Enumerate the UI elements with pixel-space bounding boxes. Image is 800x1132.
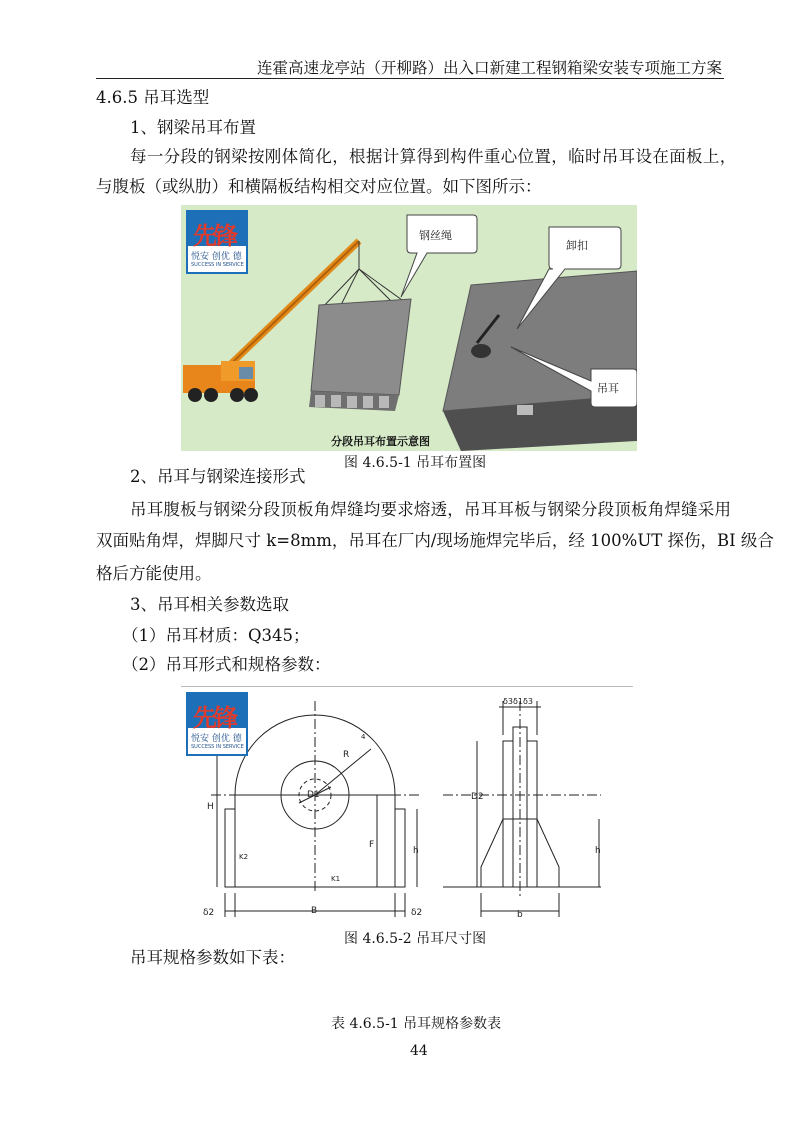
paragraph-1-line-2: 与腹板（或纵肋）和横隔板结构相交对应位置。如下图所示： xyxy=(96,177,542,196)
figure-1-caption: 图 4.6.5-1 吊耳布置图 xyxy=(344,455,487,471)
page-number: 44 xyxy=(410,1043,428,1059)
dim-delta2-right: δ2 xyxy=(411,908,423,918)
figure-2-caption: 图 4.6.5-2 吊耳尺寸图 xyxy=(344,931,487,947)
paragraph-2-line-2: 双面贴角焊，焊脚尺寸 k=8mm，吊耳在厂内/现场施焊完毕后，经 100%UT 探伤，BI 级合 xyxy=(96,531,774,550)
dim-F: F xyxy=(369,840,375,850)
dim-D2: D2 xyxy=(471,792,484,802)
list-item-1: （1）吊耳材质：Q345； xyxy=(122,626,310,645)
subsection-2: 2、吊耳与钢梁连接形式 xyxy=(130,467,306,486)
dim-delta2-left: δ2 xyxy=(203,908,215,918)
dim-h-right: h xyxy=(595,846,601,856)
company-logo-2: 先锋 悦安 创优 德 SUCCESS IN SERVICE xyxy=(186,692,248,756)
header-rule xyxy=(96,78,724,79)
list-item-2: （2）吊耳形式和规格参数： xyxy=(122,655,331,674)
dim-R: R xyxy=(343,750,350,760)
paragraph-2-line-3: 格后方能使用。 xyxy=(96,564,212,583)
dim-H: H xyxy=(207,802,214,812)
lifting-lug-layout-figure xyxy=(181,205,637,451)
callout-rope-label: 钢丝绳 xyxy=(419,229,452,242)
figure-inner-title: 分段吊耳布置示意图 xyxy=(331,435,430,448)
lifting-scene-illustration xyxy=(181,205,637,451)
dim-B: B xyxy=(311,906,318,916)
running-header: 连霍高速龙亭站（开柳路）出入口新建工程钢箱梁安装专项施工方案 xyxy=(256,59,722,77)
lug-dimension-drawing xyxy=(181,687,633,927)
section-heading: 4.6.5 吊耳选型 xyxy=(96,88,210,107)
dim-K2: K2 xyxy=(239,853,249,861)
paragraph-2-line-1: 吊耳腹板与钢梁分段顶板角焊缝均要求熔透，吊耳耳板与钢梁分段顶板角焊缝采用 xyxy=(130,500,732,519)
dim-D1: D1 xyxy=(307,790,320,800)
dim-4: 4 xyxy=(361,733,366,741)
lifting-lug-dimension-figure xyxy=(181,686,633,927)
subsection-1: 1、钢梁吊耳布置 xyxy=(130,118,256,137)
dim-h-left: h xyxy=(413,846,419,856)
callout-shackle-label: 卸扣 xyxy=(566,239,588,252)
paragraph-1-line-1: 每一分段的钢梁按刚体简化，根据计算得到构件重心位置，临时吊耳设在面板上， xyxy=(130,147,737,166)
table-caption: 表 4.6.5-1 吊耳规格参数表 xyxy=(331,1016,502,1032)
dim-b: b xyxy=(517,910,523,920)
dim-K1: K1 xyxy=(331,875,341,883)
callout-lug-label: 吊耳 xyxy=(597,382,619,395)
dim-top: δ3δ1δ3 xyxy=(503,697,533,706)
subsection-3: 3、吊耳相关参数选取 xyxy=(130,595,289,614)
paragraph-3: 吊耳规格参数如下表： xyxy=(130,948,295,967)
company-logo: 先锋 悦安 创优 德 SUCCESS IN SERVICE xyxy=(186,210,248,274)
